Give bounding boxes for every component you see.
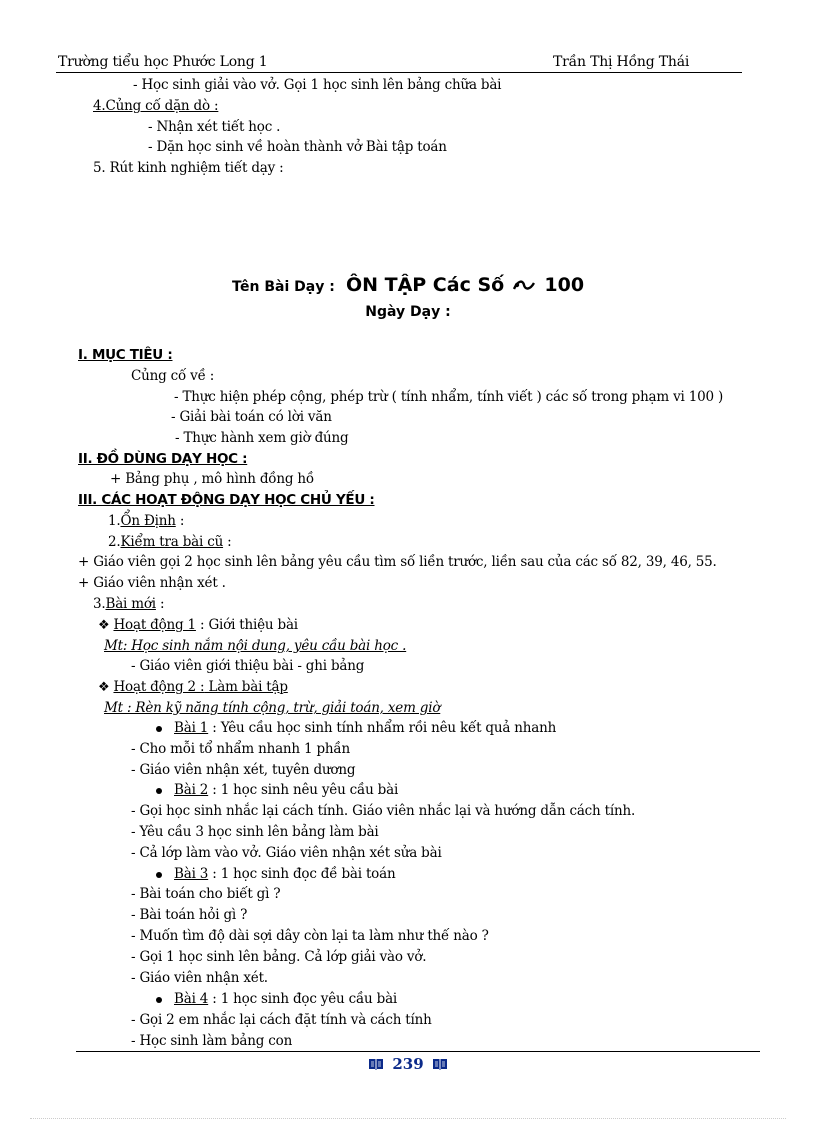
- exercise-3-line: - Bài toán hỏi gì ?: [131, 907, 248, 923]
- section-1-intro: Củng cố về :: [131, 368, 215, 384]
- header-teacher: Trần Thị Hồng Thái: [553, 54, 690, 70]
- exercise-3-line: - Muốn tìm độ dài sợi dây còn lại ta làm như thế nào ?: [131, 928, 489, 944]
- book-icon: [368, 1058, 384, 1070]
- activity-1-objective: Mt: Học sinh nắm nội dung, yêu cầu bài học .: [104, 638, 407, 654]
- book-icon: [432, 1058, 448, 1070]
- exercise-3-heading: Bài 3 : 1 học sinh đọc đề bài toán: [156, 864, 395, 884]
- ktbc-detail-1: + Giáo viên gọi 2 học sinh lên bảng yêu cầu tìm số liền trước, liền sau của các số 82, 39, 46, 55.: [78, 554, 717, 570]
- exercise-2-heading: Bài 2 : 1 học sinh nêu yêu cầu bài: [156, 780, 398, 800]
- lesson-title-label: Tên Bài Dạy :: [231, 279, 335, 295]
- decorative-swirl-icon: [513, 277, 535, 296]
- exercise-1-line: - Cho mỗi tổ nhẩm nhanh 1 phần: [131, 741, 350, 757]
- top-line-2: 4.Củng cố dặn dò :: [93, 98, 219, 114]
- section-1-item: - Thực hiện phép cộng, phép trừ ( tính nhẩm, tính viết ) các số trong phạm vi 100 ): [174, 389, 724, 405]
- header-school: Trường tiểu học Phước Long 1: [58, 54, 268, 70]
- top-line-3: - Nhận xét tiết học .: [148, 119, 281, 135]
- section-3-title: III. CÁC HOẠT ĐỘNG DẠY HỌC CHỦ YẾU :: [78, 492, 375, 508]
- bullet-icon: [156, 788, 162, 794]
- exercise-2-line: - Yêu cầu 3 học sinh lên bảng làm bài: [131, 824, 379, 840]
- exercise-4-heading: Bài 4 : 1 học sinh đọc yêu cầu bài: [156, 989, 397, 1009]
- page-edge: [30, 1118, 786, 1119]
- section-1-item: - Thực hành xem giờ đúng: [175, 430, 349, 446]
- lesson-title: [0, 274, 816, 300]
- on-dinh-line: 1.Ổn Định :: [108, 513, 185, 529]
- exercise-1-line: - Giáo viên nhận xét, tuyên dương: [131, 762, 356, 778]
- top-line-5: 5. Rút kinh nghiệm tiết dạy :: [93, 160, 284, 176]
- diamond-bullet-icon: ❖: [98, 680, 110, 695]
- bullet-icon: [156, 872, 162, 878]
- activity-2-heading: ❖ Hoạt động 2 : Làm bài tập: [98, 679, 288, 695]
- exercise-3-line: - Giáo viên nhận xét.: [131, 970, 268, 986]
- diamond-bullet-icon: ❖: [98, 618, 110, 633]
- footer-rule: [76, 1051, 760, 1052]
- activity-1-line: - Giáo viên giới thiệu bài - ghi bảng: [131, 658, 365, 674]
- activity-2-objective: Mt : Rèn kỹ năng tính cộng, trừ, giải toán, xem giờ: [104, 700, 441, 716]
- section-1-title: I. MỤC TIÊU :: [78, 347, 173, 363]
- lesson-title-value: ÔN TẬP Các Số: [345, 274, 505, 296]
- top-line-1: - Học sinh giải vào vở. Gọi 1 học sinh lên bảng chữa bài: [133, 77, 502, 93]
- section-1-item: - Giải bài toán có lời văn: [171, 409, 332, 425]
- top-line-4: - Dặn học sinh về hoàn thành vở Bài tập toán: [148, 139, 447, 155]
- section-2-title: II. ĐỒ DÙNG DẠY HỌC :: [78, 451, 248, 467]
- exercise-3-line: - Gọi 1 học sinh lên bảng. Cả lớp giải vào vở.: [131, 949, 427, 965]
- exercise-2-line: - Cả lớp làm vào vở. Giáo viên nhận xét sửa bài: [131, 845, 442, 861]
- ktbc-detail-2: + Giáo viên nhận xét .: [78, 575, 226, 591]
- bullet-icon: [156, 726, 162, 732]
- exercise-2-line: - Gọi học sinh nhắc lại cách tính. Giáo viên nhắc lại và hướng dẫn cách tính.: [131, 803, 636, 819]
- lesson-date: Ngày Dạy :: [365, 304, 451, 320]
- exercise-4-line: - Học sinh làm bảng con: [131, 1033, 293, 1049]
- exercise-4-line: - Gọi 2 em nhắc lại cách đặt tính và cách tính: [131, 1012, 432, 1028]
- exercise-3-line: - Bài toán cho biết gì ?: [131, 886, 281, 902]
- section-2-item: + Bảng phụ , mô hình đồng hồ: [110, 471, 314, 487]
- bai-moi-line: 3.Bài mới :: [93, 596, 165, 612]
- activity-1-heading: ❖ Hoạt động 1 : Giới thiệu bài: [98, 617, 298, 633]
- exercise-1-heading: Bài 1 : Yêu cầu học sinh tính nhẩm rồi nêu kết quả nhanh: [156, 718, 556, 738]
- ktbc-line: 2.Kiểm tra bài cũ :: [108, 534, 232, 550]
- lesson-title-number: 100: [544, 274, 585, 296]
- bullet-icon: [156, 997, 162, 1003]
- header-rule: [56, 72, 742, 73]
- page-number: 239: [0, 1055, 816, 1073]
